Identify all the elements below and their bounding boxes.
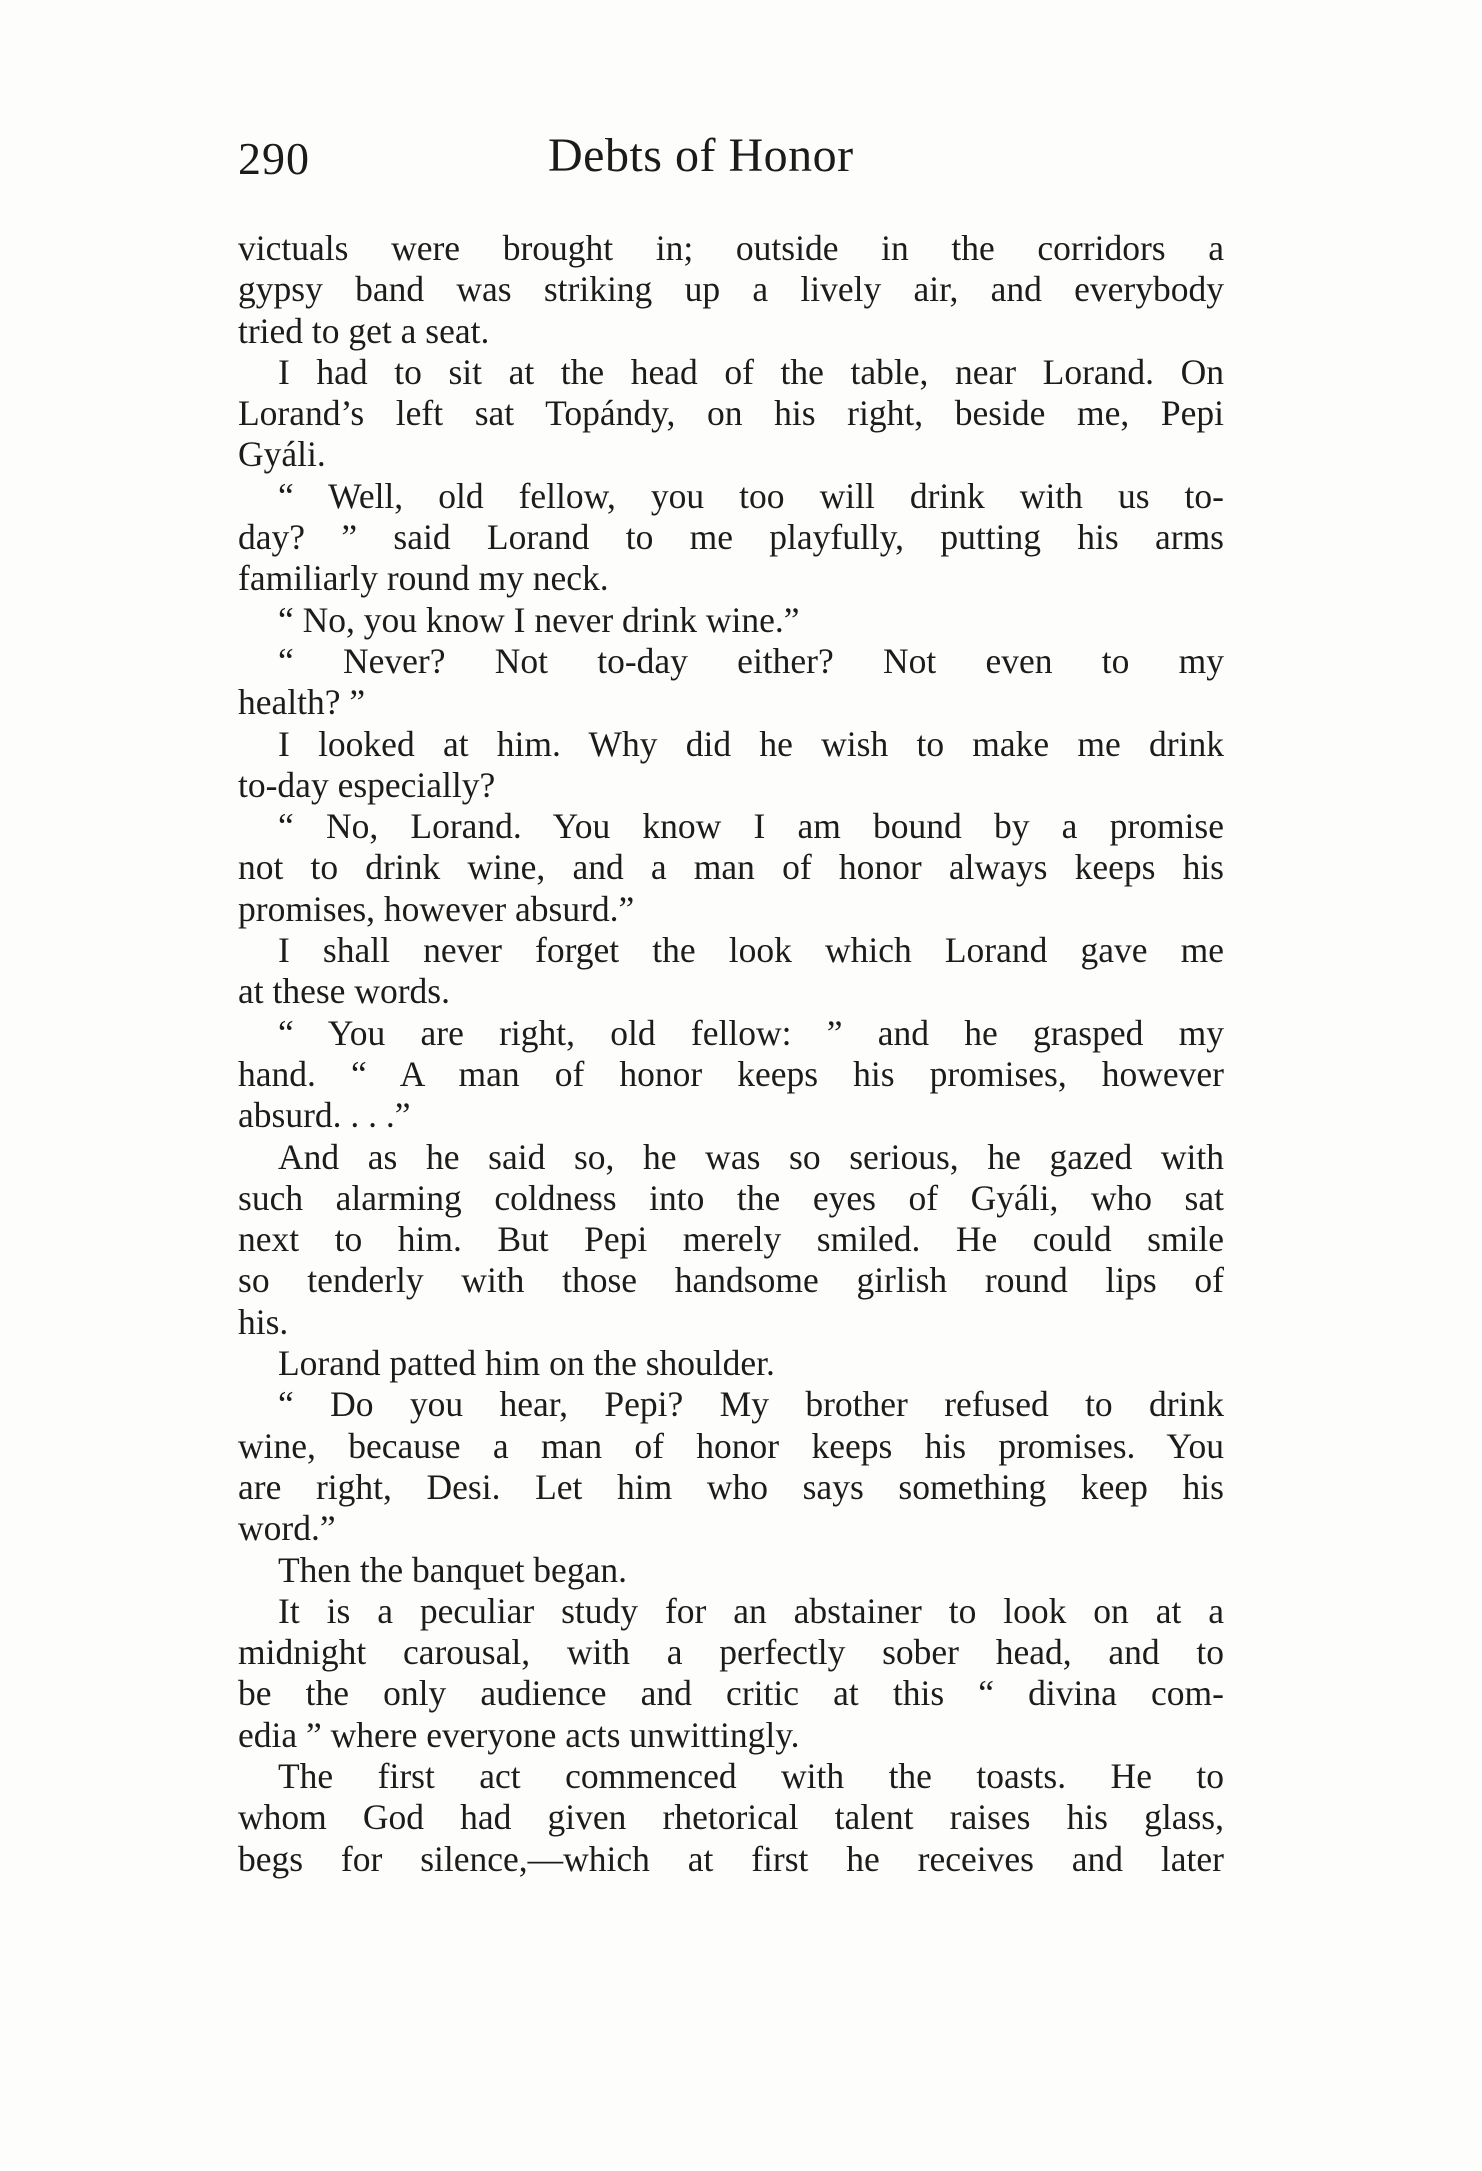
text-line: And as he said so, he was so serious, he gazed with [278, 1136, 1224, 1177]
running-title: Debts of Honor [548, 129, 854, 182]
text-line: Lorand patted him on the shoulder. [278, 1343, 775, 1384]
text-line: The first act commenced with the toasts. He to [278, 1755, 1224, 1796]
text-line: hand. “ A man of honor keeps his promises, however [238, 1053, 1224, 1094]
text-line: next to him. But Pepi merely smiled. He could smile [238, 1219, 1224, 1260]
text-line: “ You are right, old fellow: ” and he grasped my [278, 1012, 1224, 1053]
text-line: Then the banquet began. [278, 1549, 627, 1590]
text-line: I had to sit at the head of the table, near Lorand. On [278, 351, 1224, 392]
text-line: “ Well, old fellow, you too will drink with us to- [278, 475, 1224, 516]
text-line: promises, however absurd.” [238, 888, 635, 929]
text-line: Lorand’s left sat Topándy, on his right, beside me, Pepi [238, 393, 1224, 434]
text-line: “ Do you hear, Pepi? My brother refused to drink [278, 1384, 1224, 1425]
text-line: his. [238, 1301, 289, 1342]
text-line: I looked at him. Why did he wish to make me drink [278, 723, 1224, 764]
text-line: “ No, Lorand. You know I am bound by a promise [278, 806, 1224, 847]
text-line: whom God had given rhetorical talent raises his glass, [238, 1797, 1224, 1838]
text-line: familiarly round my neck. [238, 558, 609, 599]
text-line: day? ” said Lorand to me playfully, putting his arms [238, 517, 1224, 558]
page-number: 290 [238, 133, 310, 184]
text-line: edia ” where everyone acts unwittingly. [238, 1714, 800, 1755]
page-header [238, 128, 1238, 198]
text-line: “ No, you know I never drink wine.” [278, 599, 800, 640]
text-line: victuals were brought in; outside in the corridors a [238, 228, 1224, 268]
body-text [238, 228, 1224, 1880]
text-line: health? ” [238, 682, 366, 723]
text-line: gypsy band was striking up a lively air, and everybody [238, 269, 1224, 310]
text-line: midnight carousal, with a perfectly sober head, and to [238, 1632, 1224, 1673]
text-line: wine, because a man of honor keeps his promises. You [238, 1425, 1224, 1466]
text-line: I shall never forget the look which Lorand gave me [278, 930, 1224, 971]
text-line: such alarming coldness into the eyes of Gyáli, who sat [238, 1177, 1224, 1218]
text-line: absurd. . . .” [238, 1095, 411, 1136]
text-line: begs for silence,—which at first he receives and later [238, 1838, 1224, 1879]
text-line: It is a peculiar study for an abstainer to look on at a [278, 1590, 1224, 1631]
text-line: be the only audience and critic at this “ divina com- [238, 1673, 1224, 1714]
text-line: Gyáli. [238, 434, 326, 475]
text-line: tried to get a seat. [238, 310, 490, 351]
text-line: so tenderly with those handsome girlish round lips of [238, 1260, 1224, 1301]
text-line: to-day especially? [238, 764, 496, 805]
text-line: are right, Desi. Let him who says something keep his [238, 1466, 1224, 1507]
text-line: at these words. [238, 971, 450, 1012]
text-line: not to drink wine, and a man of honor always keeps his [238, 847, 1224, 888]
text-line: “ Never? Not to-day either? Not even to my [278, 640, 1224, 681]
text-line: word.” [238, 1508, 336, 1549]
